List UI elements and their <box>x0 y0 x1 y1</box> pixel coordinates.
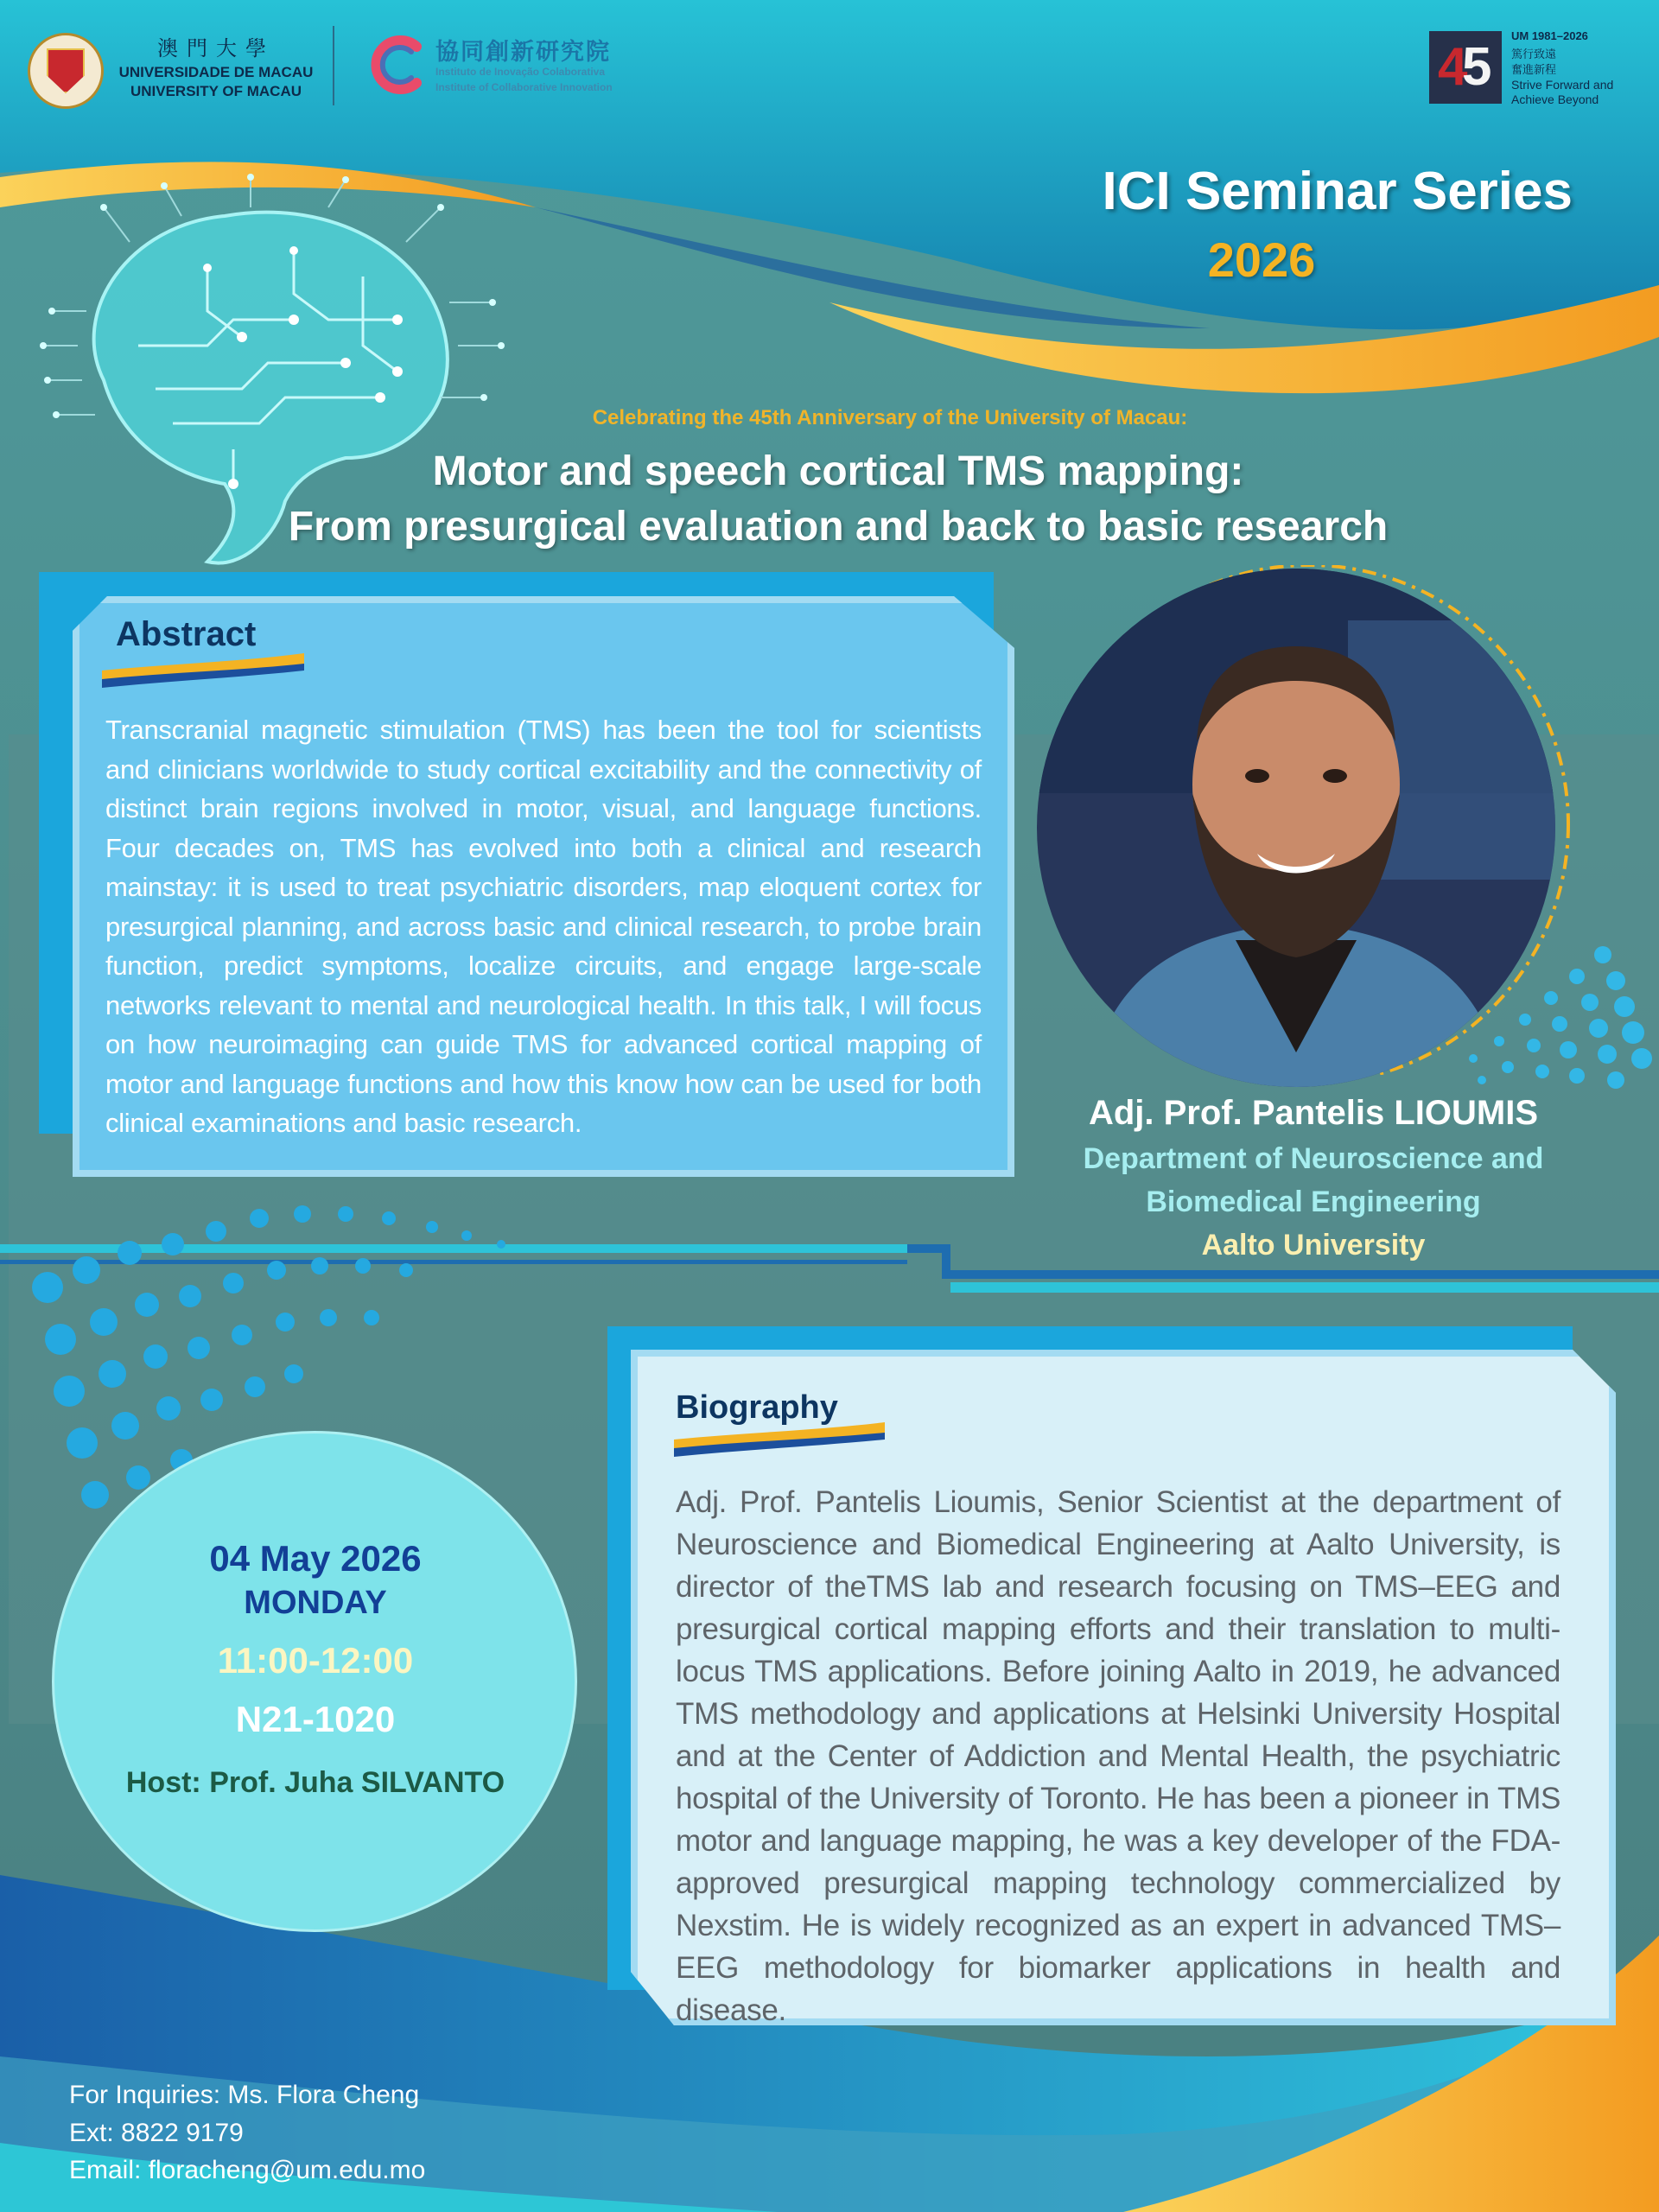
um45-anniversary-logo <box>1429 31 1502 104</box>
um-logo-chinese: 澳門大學 <box>157 36 275 60</box>
series-title: ICI Seminar Series <box>1102 162 1573 221</box>
talk-title-line2: From presurgical evaluation and back to basic research <box>288 504 1389 550</box>
speaker-university: Aalto University <box>1201 1229 1426 1262</box>
speaker-name: Adj. Prof. Pantelis LIOUMIS <box>1088 1094 1539 1132</box>
inquiries-email[interactable]: Email: floracheng@um.edu.mo <box>69 2156 426 2184</box>
biography-swoosh-icon <box>674 1422 885 1457</box>
anniversary-motto-cn-1: 篤行致遠 <box>1511 48 1557 61</box>
biography-heading: Biography <box>676 1389 838 1426</box>
anniversary-motto-en-2: Achieve Beyond <box>1511 92 1599 106</box>
speaker-department-line2: Biomedical Engineering <box>1146 1185 1481 1218</box>
um-logo-portuguese: UNIVERSIDADE DE MACAU <box>118 64 314 80</box>
talk-title-line1: Motor and speech cortical TMS mapping: <box>432 448 1244 494</box>
anniversary-motto-cn-2: 奮進新程 <box>1511 64 1557 77</box>
event-time: 11:00-12:00 <box>217 1640 414 1681</box>
um-logo-english: UNIVERSITY OF MACAU <box>130 83 302 99</box>
logo-divider <box>333 26 334 105</box>
ici-logo-chinese: 協同創新研究院 <box>435 39 611 66</box>
anniversary-digit-4: 4 <box>1438 37 1468 97</box>
abstract-text: Transcranial magnetic stimulation (TMS) has been the tool for scientists and clinicians worldwide to study cortical excitability and the connectivity of distinct brain regions involved in motor, visual, and language functions. Four decades on, TMS has evolved into both a clinical and research mainstay: it is used to treat psychiatric disorders, map eloquent cortex for presurgical planning, and across basic and clinical research, to probe brain function, predict symptoms, localize circuits, and engage large-scale networks relevant to mental and neurological health. In this talk, I will focus on how neuroimaging can guide TMS for advanced cortical mapping of motor and language functions and how this know how can be used for both clinical examinations and basic research. <box>105 715 982 1138</box>
ici-logo-icon <box>370 35 423 95</box>
ici-logo-english: Institute of Collaborative Innovation <box>435 81 613 93</box>
speaker-photo <box>1037 569 1555 1087</box>
ici-logo-portuguese: Instituto de Inovação Colaborativa <box>435 66 606 78</box>
event-date: 04 May 2026 <box>209 1538 422 1579</box>
event-weekday: MONDAY <box>244 1585 387 1621</box>
series-year: 2026 <box>1207 232 1316 287</box>
abstract-heading: Abstract <box>116 615 257 653</box>
anniversary-digit-5: 5 <box>1462 37 1492 97</box>
um-shield-icon <box>47 48 85 93</box>
speaker-department-line1: Department of Neuroscience and <box>1083 1142 1544 1175</box>
event-host: Host: Prof. Juha SILVANTO <box>125 1766 505 1799</box>
event-info-circle <box>52 1431 577 1932</box>
anniversary-motto-en-1: Strive Forward and <box>1511 78 1614 92</box>
inquiries-contact: For Inquiries: Ms. Flora Cheng <box>69 2081 420 2109</box>
abstract-swoosh-icon <box>102 653 304 688</box>
event-room: N21-1020 <box>235 1699 396 1739</box>
inquiries-ext: Ext: 8822 9179 <box>69 2119 244 2147</box>
anniversary-years: UM 1981–2026 <box>1511 29 1588 42</box>
biography-text: Adj. Prof. Pantelis Lioumis, Senior Scientist at the department of Neuroscience and Biomedical Engineering at Aalto University, is director of theTMS lab and research focusing on TMS–EEG and presurgical cortical mapping efforts and their translation to multi-locus TMS applications. Before joining Aalto in 2019, he advanced TMS methodology and applications at Helsinki University Hospital and at the Center of Addiction and Mental Health, the psychiatric hospital of the University of Toronto. He has been a pioneer in TMS motor and language mapping, he was a key developer of the FDA-approved presurgical mapping technology commercialized by Nexstim. He is widely recognized as an expert in advanced TMS–EEG methodology for biomarker applications in health and disease. <box>676 1485 1560 2027</box>
um-seal-logo <box>28 33 104 109</box>
celebration-subtitle: Celebrating the 45th Anniversary of the University of Macau: <box>592 406 1188 429</box>
